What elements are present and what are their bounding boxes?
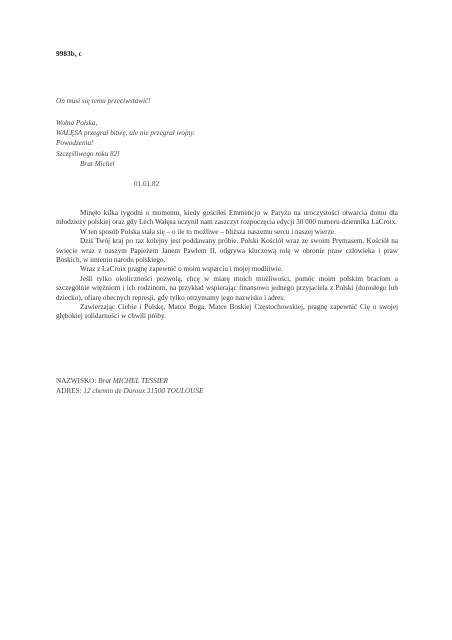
body-paragraph: Wraz z LaCroix pragnę zapewnić o moim wsparciu i mojej modlitwie. [80, 265, 283, 274]
address-label: ADRES: [56, 386, 82, 395]
body-paragraph: Zawierzając Ciebie i Polskę, Matce Boga, Matce Boskiej Częstochowskiej, pragnę zapewnić Cię o swojej głębokiej solidarności w chwili próby. [56, 303, 398, 321]
greeting-signature: Brat Michel [80, 159, 115, 168]
sender-info [56, 377, 203, 396]
name-label: NAZWISKO: [56, 377, 97, 385]
name-value: Brat MICHEL TESSIER [98, 377, 168, 385]
body-paragraph: Minęło kilka tygodni o momentu, kiedy gościłeś Emmencjo w Paryżu na uroczystości otwarcia domu dla młodzieży polskiej oraz gdy Lech Wałęsa uczynił nam zaszczyt rozpoczęcia edycji 30 000 numeru dziennika LaCroix. [56, 209, 398, 227]
greeting-block [56, 118, 195, 169]
greeting-line: Szczęśliwego roku 82! [56, 149, 120, 158]
greeting-line: Powodzenia! [56, 139, 94, 148]
sender-address-row [56, 387, 203, 397]
body-paragraph: Dziś Twój kraj po raz kolejny jest poddawany próbie. Polski Kościół wraz ze swoim Prymasem, Kościół na świecie wraz z naszym Papieżem Janem Pawłem II, odgrywa kluczową rolę w obronie praw człowieka i praw Boskich, w imieniu narodu polskiego. [56, 237, 398, 265]
document-reference: 9983b, c [56, 50, 82, 58]
address-value: 12 chemin de Duroux 31500 TOULOUSE [83, 386, 204, 395]
opening-quote: On musi się temu przeciwstawić! [56, 97, 151, 105]
letter-date: 01.01.82 [134, 180, 160, 188]
sender-name-row [56, 377, 203, 387]
body-paragraph: W ten sposób Polska stała się – o ile to możliwe – bliższa naszemu sercu i naszej wierze. [80, 227, 336, 236]
body-paragraph: Jeśli tylko okoliczności pozwolą, chcę w miarę moich możliwości, pomóc moim polskim braciom a szczególnie więźniom i ich rodzinom, na przykład wspierając finansowo jednego przyjaciela z Polski (dorosłego lub dziecko), ofiarę obecnych represji, gdy tylko otrzymamy jego nazwisko i adres. [56, 274, 398, 302]
greeting-line: Wolna Polska, [56, 119, 98, 127]
greeting-line: WAŁĘSA przegrał bitwę, ale nie przegrał wojny. [56, 129, 196, 138]
letter-body [56, 209, 398, 322]
